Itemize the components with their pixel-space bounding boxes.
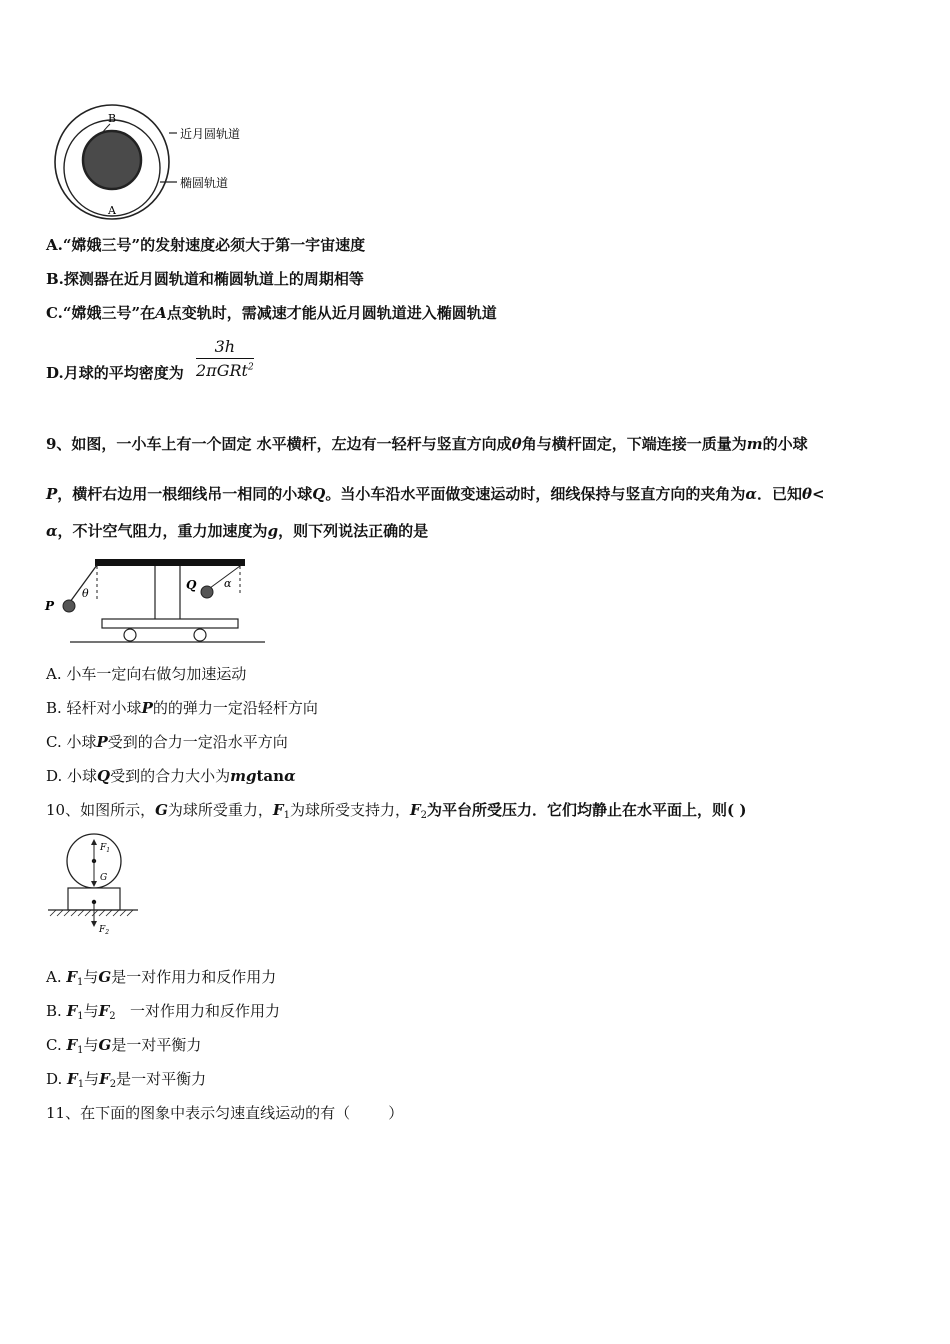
- ball-platform-figure: [40, 828, 150, 938]
- q10-option-b: B. $F_1$与$F_2$ 一对作用力和反作用力: [46, 1002, 280, 1022]
- orbit-figure: [40, 100, 270, 225]
- q11-stem: 11、在下面的图象中表示匀速直线运动的有（ ）: [46, 1104, 404, 1122]
- wheel-right: [194, 629, 206, 641]
- q9-stem-line1: 9、如图，一小车上有一个固定 水平横杆，左边有一轻杆与竖直方向成θ角与横杆固定，下端连接一质量为m的小球: [46, 435, 808, 453]
- q8-option-d: D.月球的平均密度为: [46, 364, 184, 382]
- label-f2: $F_2$: [99, 925, 110, 936]
- label-p: P: [45, 599, 55, 613]
- label-a: A: [108, 204, 116, 217]
- q8-option-a: A.“嫦娥三号”的发射速度必须大于第一宇宙速度: [46, 236, 366, 254]
- q9-option-b: B. 轻杆对小球P的的弹力一定沿轻杆方向: [46, 699, 318, 717]
- arrowhead-f2: [91, 921, 97, 927]
- label-q: Q: [186, 578, 197, 592]
- label-g: G: [100, 873, 108, 883]
- label-alpha: α: [224, 577, 232, 590]
- ground-hatching: [50, 910, 133, 916]
- q10-option-c: C. $F_1$与G是一对平衡力: [46, 1036, 202, 1056]
- q8-option-b: B.探测器在近月圆轨道和椭圆轨道上的周期相等: [46, 270, 364, 288]
- cart-figure: [40, 555, 270, 650]
- cart-body: [102, 619, 238, 628]
- wheel-left: [124, 629, 136, 641]
- q10-stem: 10、如图所示，G为球所受重力，$F_1$为球所受支持力，$F_2$为平台所受压力．它们均静止在水平面上，则( ): [46, 801, 747, 821]
- q9-option-c: C. 小球P受到的合力一定沿水平方向: [46, 733, 288, 751]
- q8-option-c: C.“嫦娥三号”在A点变轨时，需减速才能从近月圆轨道进入椭圆轨道: [46, 304, 497, 322]
- q10-option-d: D. $F_1$与$F_2$是一对平衡力: [46, 1070, 207, 1090]
- q9-option-d: D. 小球Q受到的合力大小为mgtanα: [46, 767, 296, 785]
- label-b: B: [108, 112, 117, 125]
- label-f1: $F_1$: [100, 843, 111, 854]
- label-theta: θ: [82, 587, 89, 600]
- label-near-orbit: 近月圆轨道: [180, 127, 241, 141]
- horizontal-bar: [95, 559, 245, 566]
- ball-p: [63, 600, 75, 612]
- density-formula: 3h 2πGRt$^2$: [196, 337, 254, 380]
- q9-option-a: A. 小车一定向右做匀加速运动: [46, 665, 247, 683]
- q10-option-a: A. $F_1$与G是一对作用力和反作用力: [46, 968, 277, 988]
- label-ellipse-orbit: 椭圆轨道: [180, 176, 229, 190]
- moon: [83, 131, 141, 189]
- q9-stem-line2: P，横杆右边用一根细线吊一相同的小球Q。当小车沿水平面做变速运动时，细线保持与竖直方向的夹角为α．已知θ<: [46, 485, 825, 503]
- q9-stem-line3: α，不计空气阻力，重力加速度为g，则下列说法正确的是: [46, 522, 429, 540]
- ball-q: [201, 586, 213, 598]
